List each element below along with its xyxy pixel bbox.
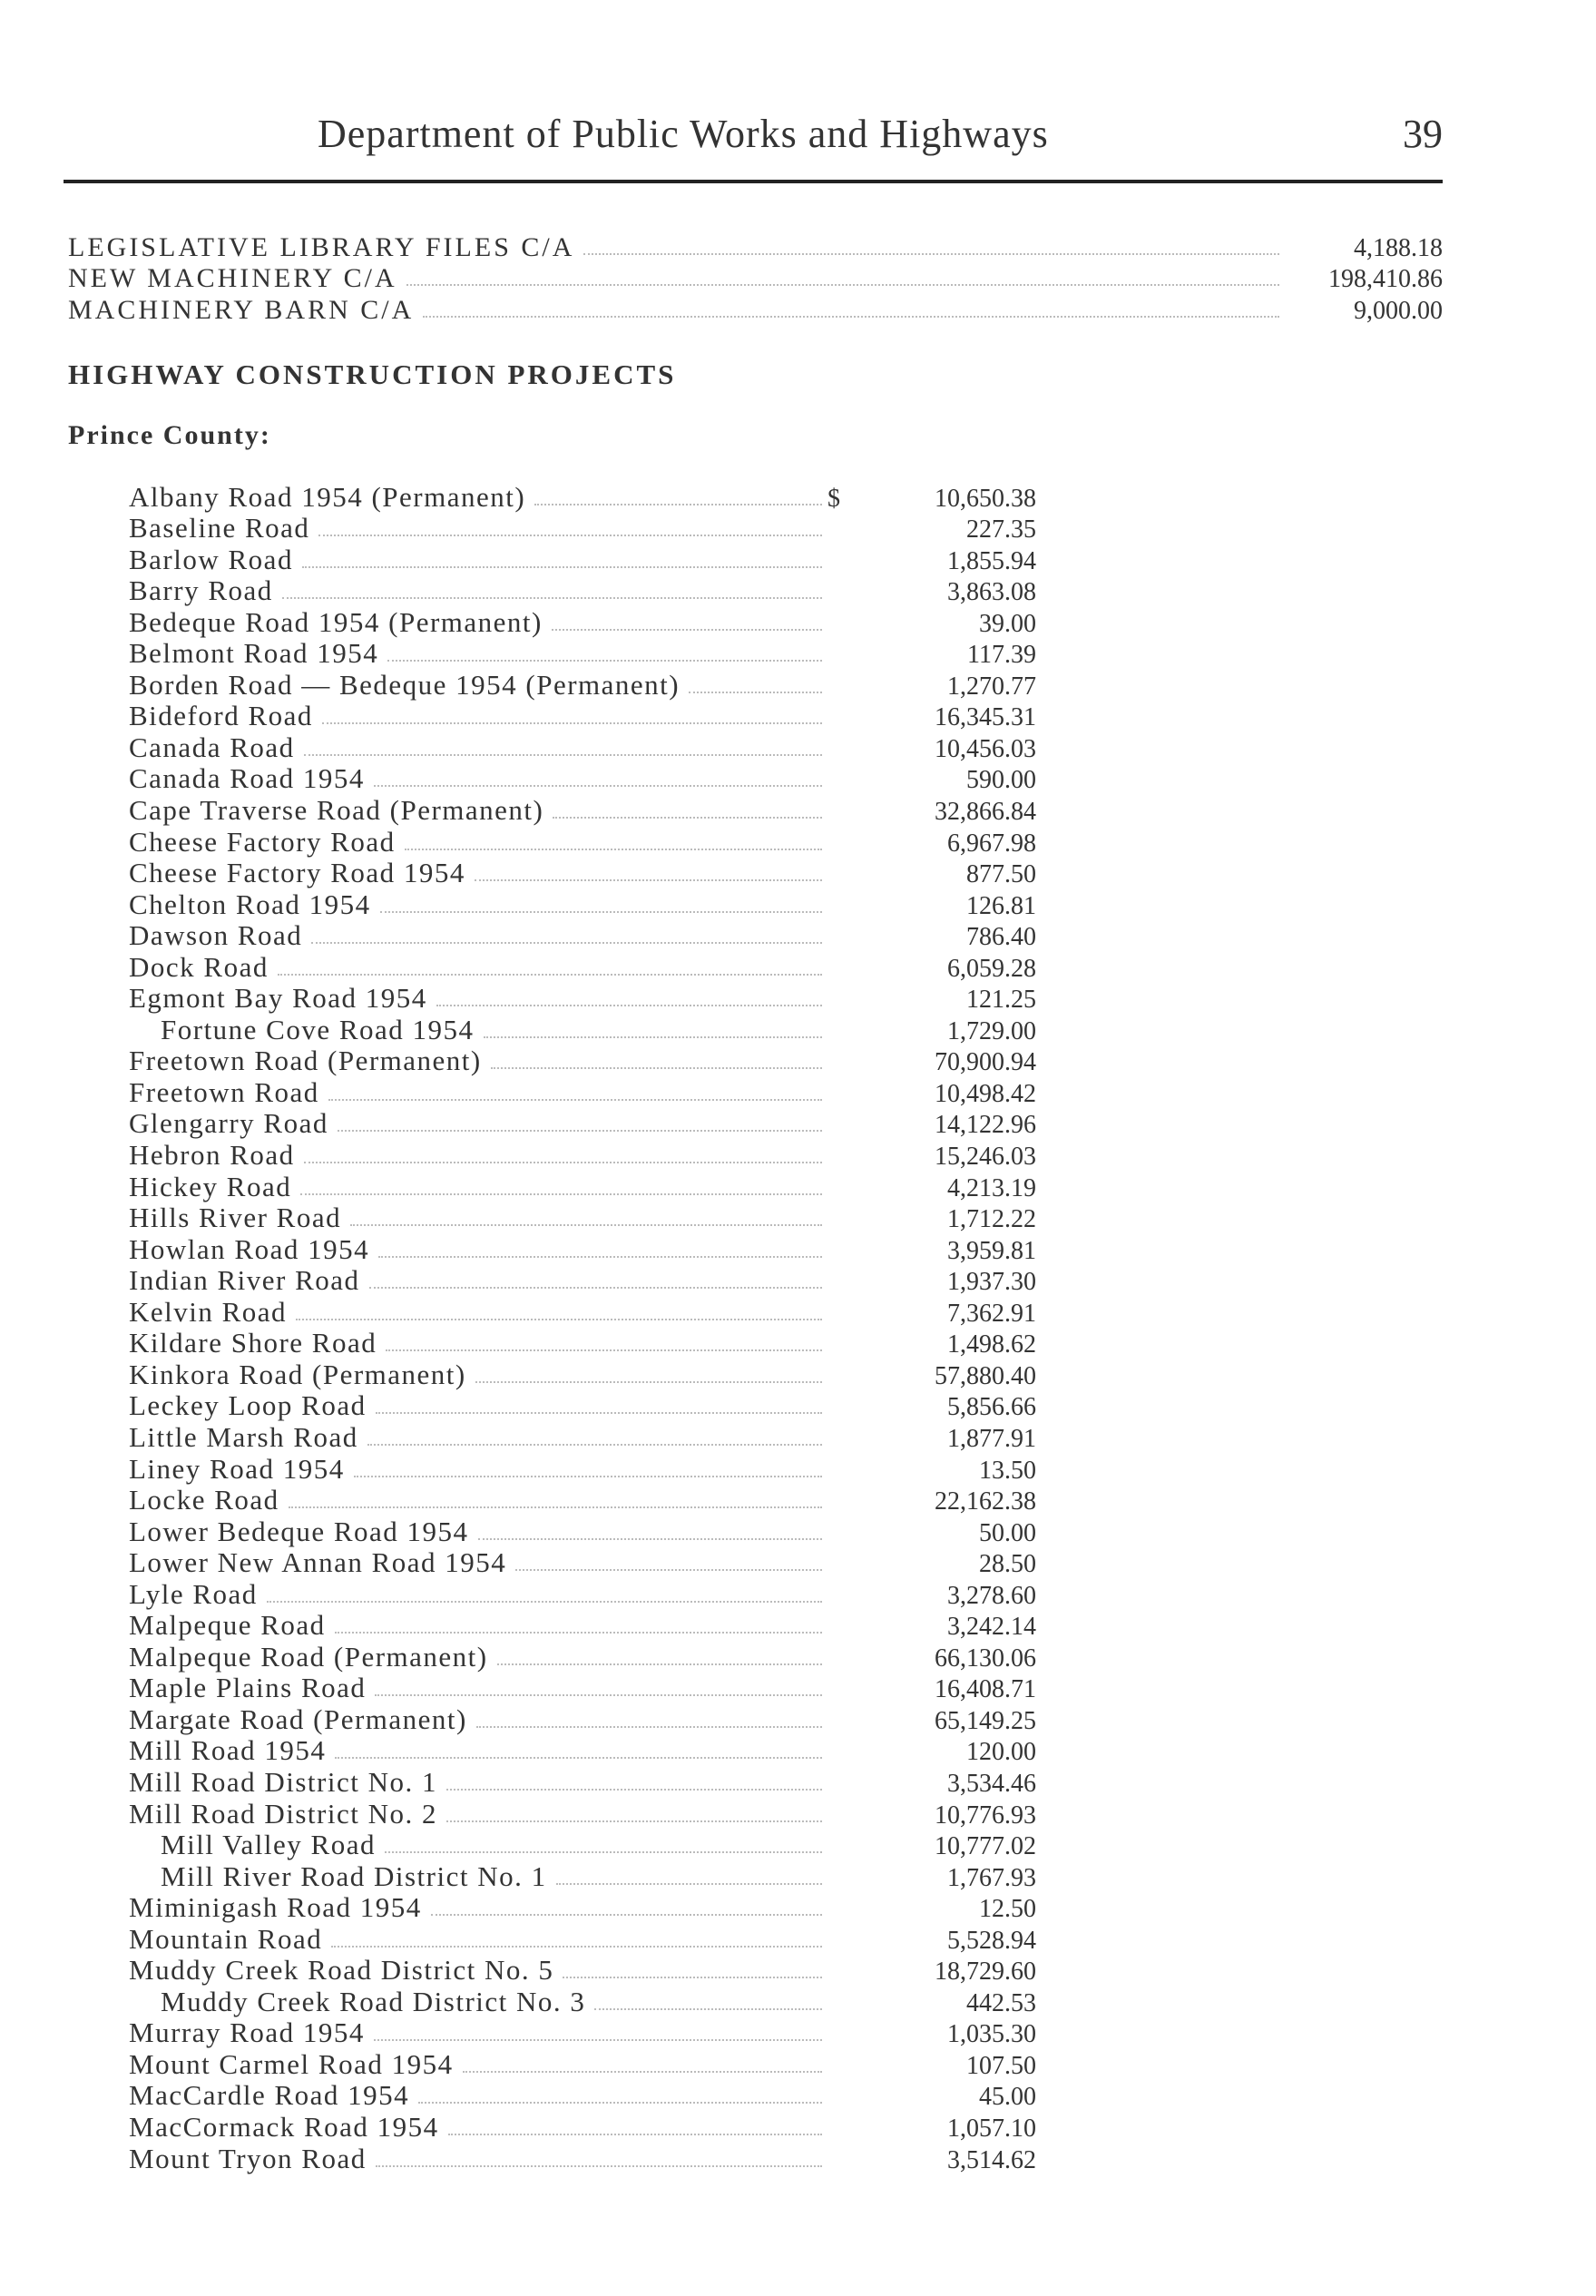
account-amount: 4,188.18 bbox=[1354, 233, 1443, 262]
dot-leader bbox=[374, 2039, 822, 2041]
project-label-wrap bbox=[129, 2143, 827, 2175]
project-label: Liney Road 1954 bbox=[129, 1452, 345, 1485]
project-amount: 6,059.28 bbox=[947, 954, 1036, 983]
project-label-wrap bbox=[129, 1954, 827, 1987]
project-amount: 15,246.03 bbox=[935, 1143, 1036, 1172]
dot-leader bbox=[296, 1319, 822, 1320]
project-row bbox=[129, 1266, 1036, 1298]
project-label: Mill Road District No. 1 bbox=[129, 1765, 437, 1798]
project-amount: 5,528.94 bbox=[947, 1926, 1036, 1955]
dot-leader bbox=[423, 316, 1279, 318]
project-row bbox=[129, 1767, 1036, 1799]
project-label-wrap bbox=[129, 2079, 827, 2112]
project-amount: 10,650.38 bbox=[935, 484, 1036, 513]
account-row bbox=[68, 231, 1443, 263]
project-label-wrap bbox=[129, 731, 827, 764]
project-label: MacCardle Road 1954 bbox=[129, 2079, 410, 2112]
project-amount: 70,900.94 bbox=[935, 1048, 1036, 1077]
project-label: Egmont Bay Road 1954 bbox=[129, 982, 427, 1015]
project-amount: 66,130.06 bbox=[935, 1644, 1036, 1673]
project-amount: 1,057.10 bbox=[947, 2114, 1036, 2143]
dot-leader bbox=[431, 1914, 822, 1916]
project-label: Freetown Road (Permanent) bbox=[129, 1045, 482, 1077]
project-amount: 227.35 bbox=[966, 515, 1036, 545]
project-row bbox=[129, 732, 1036, 764]
project-label-wrap bbox=[129, 1389, 827, 1422]
project-row bbox=[129, 545, 1036, 576]
project-label-wrap bbox=[129, 1139, 827, 1172]
dot-leader bbox=[304, 754, 822, 756]
project-label: Albany Road 1954 (Permanent) bbox=[129, 480, 526, 513]
dot-leader bbox=[376, 1412, 822, 1414]
dot-leader bbox=[335, 1757, 822, 1759]
dot-leader bbox=[552, 629, 822, 631]
project-label: Fortune Cove Road 1954 bbox=[161, 1013, 475, 1045]
project-row bbox=[129, 1611, 1036, 1643]
project-label: Mountain Road bbox=[129, 1922, 323, 1955]
project-row bbox=[129, 1203, 1036, 1235]
dot-leader bbox=[491, 1067, 822, 1069]
project-amount: 4,213.19 bbox=[947, 1173, 1036, 1202]
project-label: Mill River Road District No. 1 bbox=[161, 1859, 547, 1892]
dot-leader bbox=[311, 942, 822, 944]
project-row bbox=[129, 2018, 1036, 2050]
project-label-wrap bbox=[129, 951, 827, 984]
dot-leader bbox=[338, 1130, 822, 1132]
project-amount: 1,877.91 bbox=[947, 1424, 1036, 1453]
project-amount: 10,776.93 bbox=[935, 1800, 1036, 1830]
project-amount: 1,035.30 bbox=[947, 2020, 1036, 2049]
currency-symbol: $ bbox=[827, 484, 840, 513]
county-title: Prince County: bbox=[68, 420, 271, 450]
project-row bbox=[129, 1329, 1036, 1360]
project-label-wrap bbox=[129, 1798, 827, 1830]
project-row bbox=[129, 1422, 1036, 1454]
dot-leader bbox=[289, 1506, 822, 1508]
project-label: Mill Road District No. 2 bbox=[129, 1797, 437, 1830]
dot-leader bbox=[463, 2071, 822, 2073]
account-label: NEW MACHINERY C/A bbox=[68, 263, 397, 293]
project-label-wrap bbox=[129, 1703, 827, 1736]
dot-leader bbox=[378, 1256, 822, 1258]
project-label: Margate Road (Permanent) bbox=[129, 1702, 467, 1735]
dot-leader bbox=[350, 1224, 822, 1226]
project-label: MacCormack Road 1954 bbox=[129, 2110, 439, 2143]
dot-leader bbox=[406, 284, 1279, 286]
project-label-wrap bbox=[129, 1296, 827, 1329]
project-row bbox=[129, 2049, 1036, 2081]
dot-leader bbox=[387, 660, 822, 662]
project-row bbox=[129, 1548, 1036, 1580]
project-label: Murray Road 1954 bbox=[129, 2016, 365, 2049]
project-label-wrap bbox=[129, 1453, 827, 1486]
project-amount: 18,729.60 bbox=[935, 1957, 1036, 1987]
project-row bbox=[129, 859, 1036, 890]
project-label-wrap bbox=[129, 1578, 827, 1611]
project-label: Dock Road bbox=[129, 950, 269, 983]
project-amount: 877.50 bbox=[966, 860, 1036, 889]
project-row bbox=[129, 1673, 1036, 1705]
project-label: Muddy Creek Road District No. 5 bbox=[129, 1954, 554, 1987]
dot-leader bbox=[386, 1349, 822, 1351]
project-amount: 3,514.62 bbox=[947, 2145, 1036, 2174]
project-label: Mount Carmel Road 1954 bbox=[129, 2047, 454, 2080]
project-label-wrap bbox=[129, 826, 827, 859]
project-label-wrap bbox=[129, 762, 827, 795]
project-label-wrap bbox=[129, 857, 827, 889]
dot-leader bbox=[367, 1444, 822, 1446]
project-label-wrap bbox=[129, 919, 827, 952]
project-amount: 117.39 bbox=[967, 641, 1036, 670]
project-row bbox=[129, 576, 1036, 608]
project-label: Mill Valley Road bbox=[161, 1829, 376, 1861]
project-label: Barlow Road bbox=[129, 543, 293, 575]
project-label: Dawson Road bbox=[129, 919, 303, 952]
project-amount: 3,278.60 bbox=[947, 1581, 1036, 1610]
project-label-wrap bbox=[129, 1107, 827, 1140]
project-amount: 10,456.03 bbox=[935, 734, 1036, 763]
project-row bbox=[129, 889, 1036, 921]
project-amount: 1,270.77 bbox=[947, 672, 1036, 701]
account-label: LEGISLATIVE LIBRARY FILES C/A bbox=[68, 231, 575, 262]
project-label-wrap bbox=[129, 700, 827, 732]
project-amount: 1,712.22 bbox=[947, 1205, 1036, 1234]
project-label-wrap bbox=[129, 2016, 827, 2049]
project-row bbox=[129, 1956, 1036, 1987]
dot-leader bbox=[556, 1883, 822, 1885]
project-label-wrap bbox=[129, 544, 827, 576]
project-label: Leckey Loop Road bbox=[129, 1389, 367, 1422]
project-label: Barry Road bbox=[129, 574, 273, 607]
project-row bbox=[129, 1516, 1036, 1548]
project-row bbox=[129, 1015, 1036, 1046]
project-row bbox=[129, 1297, 1036, 1329]
project-amount: 126.81 bbox=[966, 891, 1036, 920]
project-amount: 65,149.25 bbox=[935, 1706, 1036, 1735]
project-label: Mill Road 1954 bbox=[129, 1734, 327, 1767]
project-row bbox=[129, 1861, 1036, 1893]
dot-leader bbox=[328, 1099, 822, 1101]
account-amount: 9,000.00 bbox=[1354, 296, 1443, 325]
project-amount: 3,534.46 bbox=[947, 1769, 1036, 1798]
dot-leader bbox=[405, 849, 822, 850]
project-row bbox=[129, 984, 1036, 1016]
project-row bbox=[129, 1140, 1036, 1172]
project-label: Lower New Annan Road 1954 bbox=[129, 1546, 507, 1579]
project-row bbox=[129, 1109, 1036, 1141]
project-label: Freetown Road bbox=[129, 1075, 319, 1108]
project-label: Chelton Road 1954 bbox=[129, 888, 371, 920]
project-amount: 45.00 bbox=[979, 2083, 1036, 2112]
dot-leader bbox=[418, 2102, 822, 2104]
project-label: Cheese Factory Road 1954 bbox=[129, 857, 465, 889]
dot-leader bbox=[478, 1538, 822, 1540]
dot-leader bbox=[282, 597, 822, 599]
dot-leader bbox=[583, 253, 1279, 255]
project-label: Glengarry Road bbox=[129, 1107, 328, 1140]
project-label: Locke Road bbox=[129, 1484, 279, 1516]
project-label: Maple Plains Road bbox=[129, 1672, 367, 1704]
project-row bbox=[129, 764, 1036, 796]
project-row bbox=[129, 1172, 1036, 1203]
project-label: Muddy Creek Road District No. 3 bbox=[161, 1985, 586, 2017]
project-label: Borden Road — Bedeque 1954 (Permanent) bbox=[129, 668, 681, 701]
project-amount: 10,498.42 bbox=[935, 1079, 1036, 1108]
dot-leader bbox=[376, 2165, 822, 2167]
dot-leader bbox=[300, 1193, 822, 1195]
project-amount: 22,162.38 bbox=[935, 1487, 1036, 1516]
dot-leader bbox=[369, 1287, 822, 1289]
dot-leader bbox=[446, 1789, 822, 1791]
project-label-wrap bbox=[129, 1264, 827, 1297]
dot-leader bbox=[335, 1632, 822, 1634]
page-number: 39 bbox=[1403, 112, 1443, 156]
project-amount: 590.00 bbox=[966, 766, 1036, 795]
page-header-title: Department of Public Works and Highways bbox=[318, 112, 1049, 156]
project-amount: 1,937.30 bbox=[947, 1268, 1036, 1297]
project-amount: 32,866.84 bbox=[935, 798, 1036, 827]
project-amount: 3,959.81 bbox=[947, 1236, 1036, 1265]
project-label-wrap bbox=[129, 1359, 827, 1391]
dot-leader bbox=[476, 1726, 822, 1728]
project-row bbox=[129, 1987, 1036, 2018]
project-label: Hebron Road bbox=[129, 1139, 295, 1172]
dot-leader bbox=[331, 1946, 822, 1948]
dot-leader bbox=[448, 2134, 822, 2135]
project-label-wrap bbox=[129, 1672, 827, 1704]
project-label: Hills River Road bbox=[129, 1202, 342, 1234]
project-label: Malpeque Road bbox=[129, 1609, 326, 1642]
dot-leader bbox=[689, 692, 822, 693]
dot-leader bbox=[553, 817, 822, 819]
project-label-wrap bbox=[129, 1546, 827, 1579]
project-amount: 3,863.08 bbox=[947, 578, 1036, 607]
project-label-wrap bbox=[129, 1421, 827, 1454]
dot-leader bbox=[375, 1694, 822, 1696]
project-label: Cheese Factory Road bbox=[129, 825, 396, 858]
project-label-wrap bbox=[129, 1233, 827, 1266]
project-row bbox=[129, 1924, 1036, 1956]
project-amount: 16,345.31 bbox=[935, 703, 1036, 732]
dot-leader bbox=[302, 566, 822, 568]
project-amount: 1,855.94 bbox=[947, 546, 1036, 575]
project-amount: 3,242.14 bbox=[947, 1613, 1036, 1642]
project-row bbox=[129, 2144, 1036, 2175]
project-label: Canada Road bbox=[129, 731, 295, 763]
project-row bbox=[129, 2081, 1036, 2113]
section-title: HIGHWAY CONSTRUCTION PROJECTS bbox=[68, 358, 677, 390]
project-amount: 28.50 bbox=[979, 1550, 1036, 1579]
project-row bbox=[129, 1579, 1036, 1611]
project-label-wrap bbox=[129, 888, 827, 921]
account-label: MACHINERY BARN C/A bbox=[68, 294, 415, 325]
dot-leader bbox=[322, 722, 822, 724]
project-row bbox=[129, 607, 1036, 639]
project-row bbox=[129, 1830, 1036, 1862]
project-label-wrap bbox=[129, 1014, 827, 1046]
project-row bbox=[129, 1359, 1036, 1391]
project-row bbox=[129, 1046, 1036, 1078]
project-label: Belmont Road 1954 bbox=[129, 637, 379, 670]
project-row bbox=[129, 482, 1036, 514]
project-amount: 7,362.91 bbox=[947, 1299, 1036, 1328]
project-label-wrap bbox=[129, 1766, 827, 1799]
project-label-wrap bbox=[129, 1891, 827, 1924]
dot-leader bbox=[594, 2008, 822, 2010]
project-row bbox=[129, 1486, 1036, 1517]
project-row bbox=[129, 1799, 1036, 1830]
project-label: Baseline Road bbox=[129, 512, 310, 545]
project-list bbox=[129, 482, 1036, 2175]
project-amount: 16,408.71 bbox=[935, 1675, 1036, 1704]
project-amount: 786.40 bbox=[966, 923, 1036, 952]
project-amount: 6,967.98 bbox=[947, 829, 1036, 858]
project-label: Howlan Road 1954 bbox=[129, 1232, 370, 1265]
dot-leader bbox=[497, 1663, 822, 1665]
project-row bbox=[129, 2112, 1036, 2144]
project-amount: 14,122.96 bbox=[935, 1111, 1036, 1140]
project-label-wrap bbox=[129, 574, 827, 607]
project-amount: 39.00 bbox=[979, 609, 1036, 638]
project-label: Kinkora Road (Permanent) bbox=[129, 1358, 466, 1390]
project-label: Malpeque Road (Permanent) bbox=[129, 1640, 488, 1673]
project-row bbox=[129, 952, 1036, 984]
project-row bbox=[129, 1893, 1036, 1925]
project-label-wrap bbox=[129, 1045, 827, 1077]
project-row bbox=[129, 1704, 1036, 1736]
dot-leader bbox=[380, 911, 822, 913]
project-label-wrap bbox=[129, 1860, 827, 1893]
dot-leader bbox=[354, 1476, 822, 1477]
project-label-wrap bbox=[129, 1923, 827, 1956]
project-label-wrap bbox=[129, 1202, 827, 1234]
project-label-wrap bbox=[129, 637, 827, 670]
project-label-wrap bbox=[129, 1829, 827, 1861]
account-amount: 198,410.86 bbox=[1328, 265, 1443, 293]
project-amount: 442.53 bbox=[966, 1988, 1036, 2017]
project-label-wrap bbox=[129, 606, 827, 639]
project-label-wrap bbox=[129, 1171, 827, 1203]
account-row bbox=[68, 263, 1443, 295]
project-row bbox=[129, 1642, 1036, 1673]
project-label-wrap bbox=[129, 2048, 827, 2081]
project-label-wrap bbox=[129, 1484, 827, 1516]
dot-leader bbox=[436, 1005, 822, 1006]
project-row bbox=[129, 1077, 1036, 1109]
project-amount: 10,777.02 bbox=[935, 1832, 1036, 1861]
project-label-wrap bbox=[129, 1327, 827, 1359]
project-row bbox=[129, 702, 1036, 733]
project-amount: 50.00 bbox=[979, 1518, 1036, 1547]
page-header bbox=[64, 111, 1443, 165]
project-label-wrap bbox=[129, 1609, 827, 1642]
dot-leader bbox=[385, 1851, 822, 1853]
project-row bbox=[129, 795, 1036, 827]
project-label: Little Marsh Road bbox=[129, 1420, 358, 1453]
project-row bbox=[129, 827, 1036, 859]
project-amount: 5,856.66 bbox=[947, 1393, 1036, 1422]
dot-leader bbox=[475, 879, 822, 881]
project-label: Bedeque Road 1954 (Permanent) bbox=[129, 605, 543, 638]
dot-leader bbox=[278, 974, 822, 976]
project-label-wrap bbox=[129, 481, 827, 514]
project-label-wrap bbox=[129, 1516, 827, 1548]
dot-leader bbox=[318, 535, 822, 536]
account-list bbox=[68, 231, 1443, 326]
project-row bbox=[129, 1454, 1036, 1486]
project-amount: 1,767.93 bbox=[947, 1863, 1036, 1892]
dot-leader bbox=[446, 1820, 822, 1822]
project-row bbox=[129, 639, 1036, 671]
project-label-wrap bbox=[129, 1986, 827, 2018]
dot-leader bbox=[374, 785, 822, 787]
project-row bbox=[129, 1736, 1036, 1768]
project-amount: 1,498.62 bbox=[947, 1330, 1036, 1359]
project-label: Kelvin Road bbox=[129, 1295, 288, 1328]
account-row bbox=[68, 294, 1443, 326]
project-amount: 12.50 bbox=[979, 1895, 1036, 1924]
project-label: Lyle Road bbox=[129, 1577, 258, 1610]
project-label-wrap bbox=[129, 1641, 827, 1673]
project-amount: 13.50 bbox=[979, 1456, 1036, 1485]
project-label: Canada Road 1954 bbox=[129, 762, 365, 795]
project-label: Hickey Road bbox=[129, 1170, 292, 1202]
project-row bbox=[129, 514, 1036, 545]
project-row bbox=[129, 1391, 1036, 1423]
dot-leader bbox=[515, 1569, 822, 1571]
dot-leader bbox=[563, 1977, 822, 1978]
dot-leader bbox=[304, 1162, 822, 1163]
project-label: Indian River Road bbox=[129, 1264, 360, 1297]
project-label: Mount Tryon Road bbox=[129, 2142, 367, 2174]
project-amount: 107.50 bbox=[966, 2051, 1036, 2080]
project-amount: 120.00 bbox=[966, 1738, 1036, 1767]
dot-leader bbox=[267, 1601, 822, 1603]
header-rule bbox=[64, 180, 1443, 183]
project-label: Miminigash Road 1954 bbox=[129, 1891, 422, 1924]
project-amount: 57,880.40 bbox=[935, 1361, 1036, 1390]
project-label: Bideford Road bbox=[129, 700, 313, 732]
project-row bbox=[129, 1234, 1036, 1266]
project-label: Cape Traverse Road (Permanent) bbox=[129, 794, 544, 827]
project-label-wrap bbox=[129, 794, 827, 827]
project-amount: 121.25 bbox=[966, 986, 1036, 1015]
project-label-wrap bbox=[129, 982, 827, 1015]
project-label-wrap bbox=[129, 1076, 827, 1109]
project-amount: 1,729.00 bbox=[947, 1016, 1036, 1045]
project-row bbox=[129, 921, 1036, 953]
project-label: Lower Bedeque Road 1954 bbox=[129, 1515, 469, 1547]
project-label: Kildare Shore Road bbox=[129, 1327, 377, 1359]
project-label-wrap bbox=[129, 1734, 827, 1767]
dot-leader bbox=[484, 1036, 822, 1038]
project-label-wrap bbox=[129, 2111, 827, 2144]
project-label-wrap bbox=[129, 512, 827, 545]
project-row bbox=[129, 670, 1036, 702]
project-label-wrap bbox=[129, 669, 827, 702]
dot-leader bbox=[534, 504, 822, 505]
dot-leader bbox=[475, 1381, 822, 1383]
